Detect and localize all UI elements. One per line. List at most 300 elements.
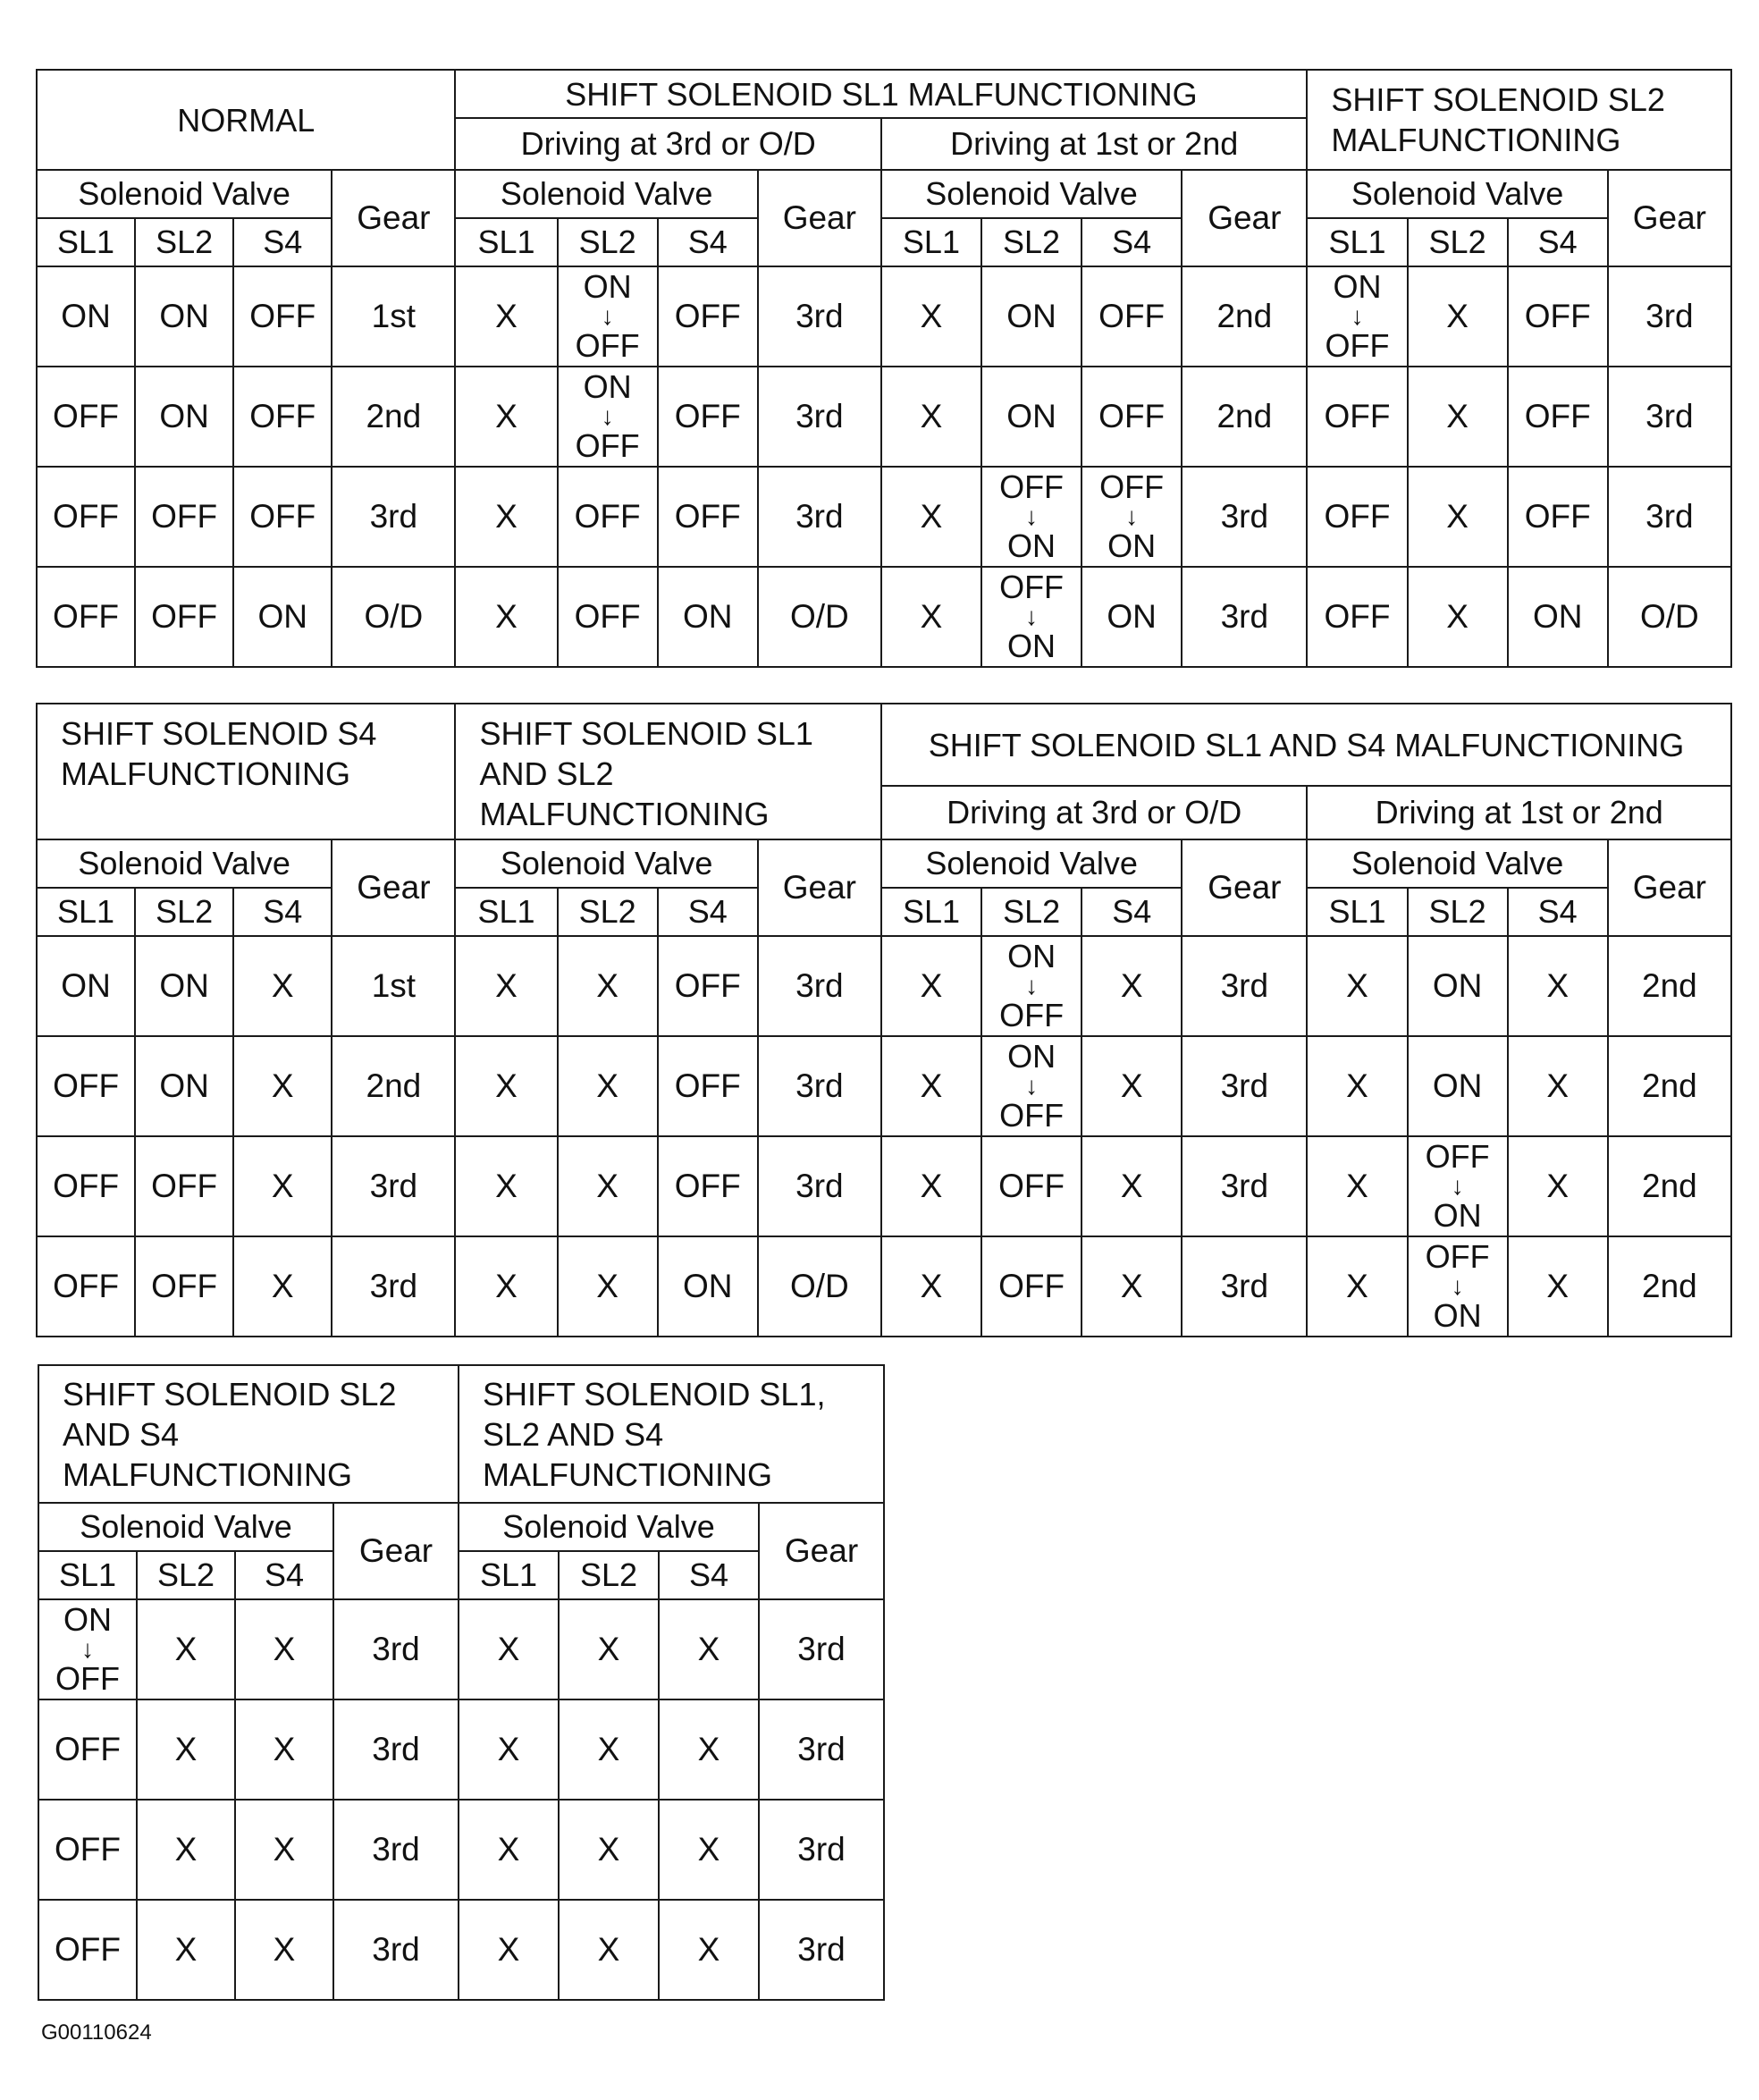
title-line: MALFUNCTIONING (61, 755, 350, 792)
state-from: OFF (999, 468, 1065, 505)
solenoid-state-cell: OFF (658, 367, 758, 467)
solenoid-state-cell (981, 936, 1081, 1036)
solenoid-state-cell: ON (135, 1036, 233, 1136)
solenoid-state-cell: X (233, 1236, 332, 1337)
solenoid-state-cell: X (455, 367, 557, 467)
solenoid-state-cell: OFF (233, 266, 332, 367)
solenoid-state-cell: X (1307, 1236, 1407, 1337)
table-row (37, 567, 1731, 667)
solenoid-state-cell: X (455, 936, 557, 1036)
arrow-down-icon: ↓ (601, 402, 614, 430)
gear-header: Gear (758, 170, 881, 266)
solenoid-state-cell: X (455, 467, 557, 567)
solenoid-state-cell: OFF (1307, 367, 1407, 467)
solenoid-state-cell: OFF (1508, 367, 1608, 467)
solenoid-valve-header: Solenoid Valve (459, 1503, 759, 1551)
subtitle-driving-1st-2nd: Driving at 1st or 2nd (881, 118, 1308, 170)
title-line: SHIFT SOLENOID SL2 (1331, 81, 1665, 118)
table-row (37, 367, 1731, 467)
gear-cell: 3rd (333, 1599, 459, 1699)
gear-cell: 3rd (758, 266, 881, 367)
gear-cell: 3rd (1608, 367, 1731, 467)
gear-cell: 3rd (1608, 266, 1731, 367)
table-row (38, 1599, 884, 1699)
solenoid-state-cell: X (659, 1800, 759, 1900)
col-header-sl1: SL1 (881, 218, 981, 266)
state-transition (1409, 1238, 1507, 1334)
solenoid-state-cell: OFF (38, 1699, 137, 1800)
col-header-s4: S4 (1508, 888, 1608, 936)
solenoid-valve-header: Solenoid Valve (38, 1503, 333, 1551)
solenoid-state-cell: OFF (981, 1236, 1081, 1337)
subtitle-driving-1st-2nd: Driving at 1st or 2nd (1307, 786, 1731, 839)
gear-cell: 3rd (332, 1236, 455, 1337)
title-line: SHIFT SOLENOID S4 (61, 715, 377, 752)
state-from: ON (1007, 938, 1056, 974)
col-header-sl2: SL2 (559, 1551, 659, 1599)
solenoid-state-cell: OFF (658, 266, 758, 367)
col-header-sl1: SL1 (455, 218, 557, 266)
col-header-sl2: SL2 (558, 218, 658, 266)
title-line: MALFUNCTIONING (1331, 122, 1621, 158)
title-line: SL2 AND S4 (483, 1415, 664, 1453)
solenoid-state-cell (558, 266, 658, 367)
arrow-down-icon: ↓ (1451, 1272, 1464, 1300)
col-header-sl2: SL2 (1408, 218, 1508, 266)
solenoid-state-cell: X (559, 1800, 659, 1900)
table-row (37, 1036, 1731, 1136)
gear-cell: O/D (758, 567, 881, 667)
solenoid-state-cell: X (559, 1599, 659, 1699)
title-line: SHIFT SOLENOID SL2 (63, 1375, 397, 1413)
col-header-sl2: SL2 (981, 218, 1081, 266)
gear-cell: 3rd (759, 1699, 884, 1800)
solenoid-state-cell: X (459, 1599, 559, 1699)
solenoid-state-cell: OFF (135, 1136, 233, 1236)
solenoid-state-cell: ON (233, 567, 332, 667)
solenoid-state-cell: ON (1081, 567, 1182, 667)
title-line: SHIFT SOLENOID SL1, (483, 1375, 826, 1413)
gear-cell: 3rd (758, 467, 881, 567)
gear-cell: 3rd (758, 936, 881, 1036)
state-from: ON (63, 1601, 112, 1638)
subtitle-driving-3rd-od: Driving at 3rd or O/D (881, 786, 1307, 839)
state-to: OFF (55, 1660, 120, 1697)
title-line: AND SL2 (479, 755, 614, 792)
group-title-s4-malfunction (37, 704, 455, 839)
solenoid-state-cell: X (881, 367, 981, 467)
solenoid-state-cell: X (1307, 1036, 1407, 1136)
gear-cell: 2nd (1182, 266, 1307, 367)
solenoid-state-cell: OFF (1081, 367, 1182, 467)
gear-cell: 3rd (758, 1136, 881, 1236)
header-row-solenoid (37, 170, 1731, 218)
solenoid-state-cell: OFF (233, 367, 332, 467)
gear-cell: 2nd (1608, 1136, 1731, 1236)
title-line: MALFUNCTIONING (483, 1455, 773, 1493)
gear-cell: 3rd (758, 367, 881, 467)
col-header-sl1: SL1 (881, 888, 981, 936)
col-header-s4: S4 (659, 1551, 759, 1599)
solenoid-state-cell (981, 467, 1081, 567)
data-rows (37, 266, 1731, 667)
table-row (37, 1136, 1731, 1236)
state-from: ON (1333, 268, 1382, 305)
solenoid-state-cell: X (1081, 1136, 1182, 1236)
solenoid-valve-header: Solenoid Valve (455, 839, 757, 888)
solenoid-state-cell: OFF (135, 567, 233, 667)
state-to: OFF (575, 327, 640, 364)
gear-header: Gear (759, 1503, 884, 1599)
col-header-s4: S4 (658, 888, 758, 936)
state-from: OFF (1425, 1238, 1490, 1275)
figure-id: G00110624 (41, 2020, 152, 2045)
solenoid-state-cell: X (233, 1136, 332, 1236)
col-header-s4: S4 (233, 888, 332, 936)
col-header-sl1: SL1 (459, 1551, 559, 1599)
solenoid-state-cell (1408, 1136, 1508, 1236)
solenoid-state-cell: X (235, 1699, 333, 1800)
gear-cell: 3rd (1182, 1236, 1307, 1337)
state-to: ON (1433, 1297, 1482, 1334)
solenoid-state-cell: X (881, 936, 981, 1036)
solenoid-state-cell: OFF (38, 1800, 137, 1900)
solenoid-state-cell: X (659, 1900, 759, 2000)
state-from: ON (583, 368, 632, 405)
state-from: ON (1007, 1038, 1056, 1075)
state-transition (982, 1038, 1081, 1134)
solenoid-table-3 (38, 1364, 885, 2001)
solenoid-state-cell: X (235, 1900, 333, 2000)
arrow-down-icon: ↓ (1125, 502, 1139, 530)
gear-cell: 3rd (1182, 1136, 1307, 1236)
solenoid-state-cell (38, 1599, 137, 1699)
gear-header: Gear (333, 1503, 459, 1599)
solenoid-state-cell: X (559, 1699, 659, 1800)
gear-cell: 3rd (1182, 1036, 1307, 1136)
gear-cell: 3rd (333, 1699, 459, 1800)
col-header-sl1: SL1 (455, 888, 557, 936)
state-transition (39, 1601, 136, 1697)
solenoid-state-cell: X (459, 1800, 559, 1900)
solenoid-state-cell: X (1081, 1236, 1182, 1337)
col-header-s4: S4 (1081, 888, 1182, 936)
solenoid-state-cell: X (881, 1136, 981, 1236)
table-row (37, 467, 1731, 567)
gear-cell: 2nd (1608, 936, 1731, 1036)
subtitle-driving-3rd-od: Driving at 3rd or O/D (455, 118, 880, 170)
solenoid-state-cell: X (881, 467, 981, 567)
col-header-sl2: SL2 (135, 888, 233, 936)
header-row-solenoid (37, 839, 1731, 888)
solenoid-valve-header: Solenoid Valve (37, 839, 332, 888)
solenoid-state-cell: OFF (233, 467, 332, 567)
gear-header: Gear (1608, 839, 1731, 936)
solenoid-state-cell: OFF (135, 1236, 233, 1337)
state-transition (982, 468, 1081, 564)
solenoid-state-cell: ON (981, 266, 1081, 367)
state-transition (559, 268, 657, 364)
solenoid-state-cell (1081, 467, 1182, 567)
state-from: OFF (1099, 468, 1165, 505)
col-header-sl1: SL1 (1307, 218, 1407, 266)
solenoid-state-cell: OFF (658, 1136, 758, 1236)
solenoid-valve-header: Solenoid Valve (455, 170, 757, 218)
gear-cell: O/D (758, 1236, 881, 1337)
solenoid-state-cell: ON (1508, 567, 1608, 667)
gear-cell: 2nd (332, 1036, 455, 1136)
state-to: OFF (999, 1097, 1065, 1134)
gear-cell: 3rd (332, 467, 455, 567)
arrow-down-icon: ↓ (1025, 1072, 1039, 1100)
solenoid-state-cell: X (1408, 567, 1508, 667)
solenoid-state-cell (981, 1036, 1081, 1136)
header-row-valves (37, 888, 1731, 936)
state-to: OFF (999, 997, 1065, 1033)
solenoid-state-cell: X (1307, 936, 1407, 1036)
solenoid-state-cell: OFF (558, 467, 658, 567)
arrow-down-icon: ↓ (1451, 1172, 1464, 1200)
solenoid-state-cell: ON (37, 266, 135, 367)
solenoid-state-cell: OFF (37, 1236, 135, 1337)
solenoid-state-cell: OFF (37, 567, 135, 667)
title-line: AND S4 (63, 1415, 180, 1453)
solenoid-state-cell: X (559, 1900, 659, 2000)
solenoid-state-cell: ON (658, 567, 758, 667)
solenoid-state-cell: X (1408, 367, 1508, 467)
gear-cell: 1st (332, 936, 455, 1036)
title-line: MALFUNCTIONING (479, 796, 770, 832)
solenoid-state-cell: OFF (1508, 467, 1608, 567)
solenoid-state-cell: OFF (135, 467, 233, 567)
col-header-sl2: SL2 (137, 1551, 235, 1599)
solenoid-state-cell: OFF (981, 1136, 1081, 1236)
solenoid-state-cell: X (558, 1236, 658, 1337)
state-transition (559, 368, 657, 464)
col-header-sl2: SL2 (1408, 888, 1508, 936)
solenoid-state-cell: X (455, 567, 557, 667)
arrow-down-icon: ↓ (1025, 502, 1039, 530)
solenoid-state-cell: X (659, 1599, 759, 1699)
solenoid-state-cell: OFF (658, 467, 758, 567)
data-rows (37, 936, 1731, 1337)
gear-cell: 2nd (332, 367, 455, 467)
state-transition (982, 571, 1081, 662)
solenoid-state-cell: X (1508, 1236, 1608, 1337)
solenoid-state-cell: ON (1408, 1036, 1508, 1136)
gear-cell: 3rd (1182, 567, 1307, 667)
solenoid-state-cell: OFF (1307, 467, 1407, 567)
solenoid-state-cell: OFF (1508, 266, 1608, 367)
group-title-sl1-sl2-malfunction (455, 704, 880, 839)
table-row (37, 1236, 1731, 1337)
solenoid-state-cell: OFF (658, 1036, 758, 1136)
state-to: OFF (1325, 327, 1390, 364)
gear-header: Gear (758, 839, 881, 936)
group-title-sl2-s4-malfunction (38, 1365, 459, 1503)
solenoid-state-cell: OFF (37, 467, 135, 567)
gear-cell: 2nd (1608, 1036, 1731, 1136)
solenoid-state-cell: X (1307, 1136, 1407, 1236)
solenoid-state-cell: ON (37, 936, 135, 1036)
table-row (38, 1900, 884, 2000)
solenoid-state-cell: OFF (1081, 266, 1182, 367)
solenoid-state-cell: X (233, 936, 332, 1036)
solenoid-state-cell (1408, 1236, 1508, 1337)
solenoid-table-1 (36, 69, 1732, 668)
solenoid-state-cell: X (1081, 936, 1182, 1036)
arrow-down-icon: ↓ (81, 1635, 94, 1663)
col-header-sl2: SL2 (135, 218, 233, 266)
solenoid-state-cell: X (881, 1236, 981, 1337)
solenoid-state-cell: X (1408, 467, 1508, 567)
state-from: OFF (1425, 1138, 1490, 1175)
solenoid-state-cell: X (1081, 1036, 1182, 1136)
solenoid-state-cell: ON (135, 367, 233, 467)
solenoid-state-cell: X (881, 266, 981, 367)
col-header-sl1: SL1 (1307, 888, 1407, 936)
gear-cell: 3rd (758, 1036, 881, 1136)
solenoid-state-cell: X (137, 1699, 235, 1800)
gear-cell: 3rd (1608, 467, 1731, 567)
col-header-s4: S4 (1508, 218, 1608, 266)
solenoid-state-cell: OFF (37, 1136, 135, 1236)
solenoid-state-cell: OFF (1307, 567, 1407, 667)
solenoid-table-2 (36, 703, 1732, 1337)
state-to: ON (1007, 527, 1056, 564)
col-header-sl1: SL1 (37, 888, 135, 936)
gear-cell: 3rd (333, 1900, 459, 2000)
solenoid-valve-header: Solenoid Valve (881, 170, 1182, 218)
header-row-valves (37, 218, 1731, 266)
solenoid-state-cell: X (455, 1036, 557, 1136)
group-title-sl1-s4-malfunction: SHIFT SOLENOID SL1 AND S4 MALFUNCTIONING (881, 704, 1731, 786)
gear-cell: 1st (332, 266, 455, 367)
solenoid-state-cell: X (558, 1036, 658, 1136)
gear-cell: 3rd (332, 1136, 455, 1236)
state-to: ON (1107, 527, 1157, 564)
solenoid-state-cell: X (459, 1900, 559, 2000)
solenoid-state-cell (558, 367, 658, 467)
group-title-sl1-malfunction: SHIFT SOLENOID SL1 MALFUNCTIONING (455, 70, 1307, 118)
solenoid-state-cell: OFF (37, 367, 135, 467)
solenoid-state-cell: X (1508, 936, 1608, 1036)
state-from: ON (583, 268, 632, 305)
col-header-s4: S4 (1081, 218, 1182, 266)
gear-header: Gear (1182, 839, 1307, 936)
title-line: SHIFT SOLENOID SL1 (479, 715, 813, 752)
state-transition (1082, 468, 1181, 564)
solenoid-state-cell: X (137, 1800, 235, 1900)
header-row-solenoid (38, 1503, 884, 1551)
solenoid-state-cell: X (1508, 1136, 1608, 1236)
solenoid-valve-header: Solenoid Valve (37, 170, 332, 218)
data-rows (38, 1599, 884, 2000)
solenoid-state-cell: X (455, 266, 557, 367)
solenoid-valve-header: Solenoid Valve (1307, 170, 1607, 218)
gear-cell: O/D (332, 567, 455, 667)
solenoid-state-cell: X (235, 1800, 333, 1900)
gear-cell: 2nd (1182, 367, 1307, 467)
gear-header: Gear (1182, 170, 1307, 266)
col-header-sl2: SL2 (558, 888, 658, 936)
solenoid-state-cell: X (455, 1236, 557, 1337)
solenoid-state-cell: OFF (37, 1036, 135, 1136)
gear-cell: 3rd (333, 1800, 459, 1900)
solenoid-state-cell: X (881, 1036, 981, 1136)
gear-cell: 3rd (759, 1900, 884, 2000)
solenoid-state-cell: X (235, 1599, 333, 1699)
col-header-sl1: SL1 (37, 218, 135, 266)
solenoid-state-cell: X (233, 1036, 332, 1136)
solenoid-state-cell: OFF (558, 567, 658, 667)
col-header-s4: S4 (233, 218, 332, 266)
group-title-sl2-malfunction (1307, 70, 1731, 170)
solenoid-state-cell: ON (658, 1236, 758, 1337)
gear-header: Gear (332, 170, 455, 266)
solenoid-state-cell: X (455, 1136, 557, 1236)
solenoid-state-cell: X (659, 1699, 759, 1800)
title-line: MALFUNCTIONING (63, 1455, 352, 1493)
solenoid-state-cell (1307, 266, 1407, 367)
state-to: OFF (575, 427, 640, 464)
gear-header: Gear (1608, 170, 1731, 266)
group-title-sl1-sl2-s4-malfunction (459, 1365, 884, 1503)
solenoid-state-cell: ON (981, 367, 1081, 467)
gear-cell: O/D (1608, 567, 1731, 667)
gear-cell: 3rd (759, 1800, 884, 1900)
state-transition (1308, 268, 1406, 364)
solenoid-valve-header: Solenoid Valve (1307, 839, 1607, 888)
solenoid-state-cell (981, 567, 1081, 667)
solenoid-state-cell: ON (135, 266, 233, 367)
solenoid-state-cell: X (137, 1599, 235, 1699)
solenoid-state-cell: X (1508, 1036, 1608, 1136)
state-from: OFF (999, 569, 1065, 605)
state-transition (1409, 1138, 1507, 1234)
gear-cell: 3rd (1182, 936, 1307, 1036)
solenoid-state-cell: ON (1408, 936, 1508, 1036)
header-row-valves (38, 1551, 884, 1599)
gear-cell: 3rd (1182, 467, 1307, 567)
arrow-down-icon: ↓ (1351, 302, 1364, 330)
col-header-sl2: SL2 (981, 888, 1081, 936)
solenoid-state-cell: X (137, 1900, 235, 2000)
solenoid-valve-header: Solenoid Valve (881, 839, 1182, 888)
arrow-down-icon: ↓ (1025, 972, 1039, 999)
solenoid-state-cell: X (558, 1136, 658, 1236)
solenoid-state-cell: OFF (38, 1900, 137, 2000)
gear-cell: 2nd (1608, 1236, 1731, 1337)
state-to: ON (1007, 628, 1056, 664)
table-row (38, 1699, 884, 1800)
col-header-sl1: SL1 (38, 1551, 137, 1599)
table-row (37, 266, 1731, 367)
gear-cell: 3rd (759, 1599, 884, 1699)
state-transition (982, 940, 1081, 1032)
table-row (38, 1800, 884, 1900)
state-to: ON (1433, 1197, 1482, 1234)
arrow-down-icon: ↓ (1025, 603, 1039, 630)
group-title-normal: NORMAL (37, 70, 455, 170)
table-row (37, 936, 1731, 1036)
solenoid-state-cell: ON (135, 936, 233, 1036)
solenoid-state-cell: X (459, 1699, 559, 1800)
col-header-s4: S4 (658, 218, 758, 266)
arrow-down-icon: ↓ (601, 302, 614, 330)
col-header-s4: S4 (235, 1551, 333, 1599)
solenoid-state-cell: X (881, 567, 981, 667)
